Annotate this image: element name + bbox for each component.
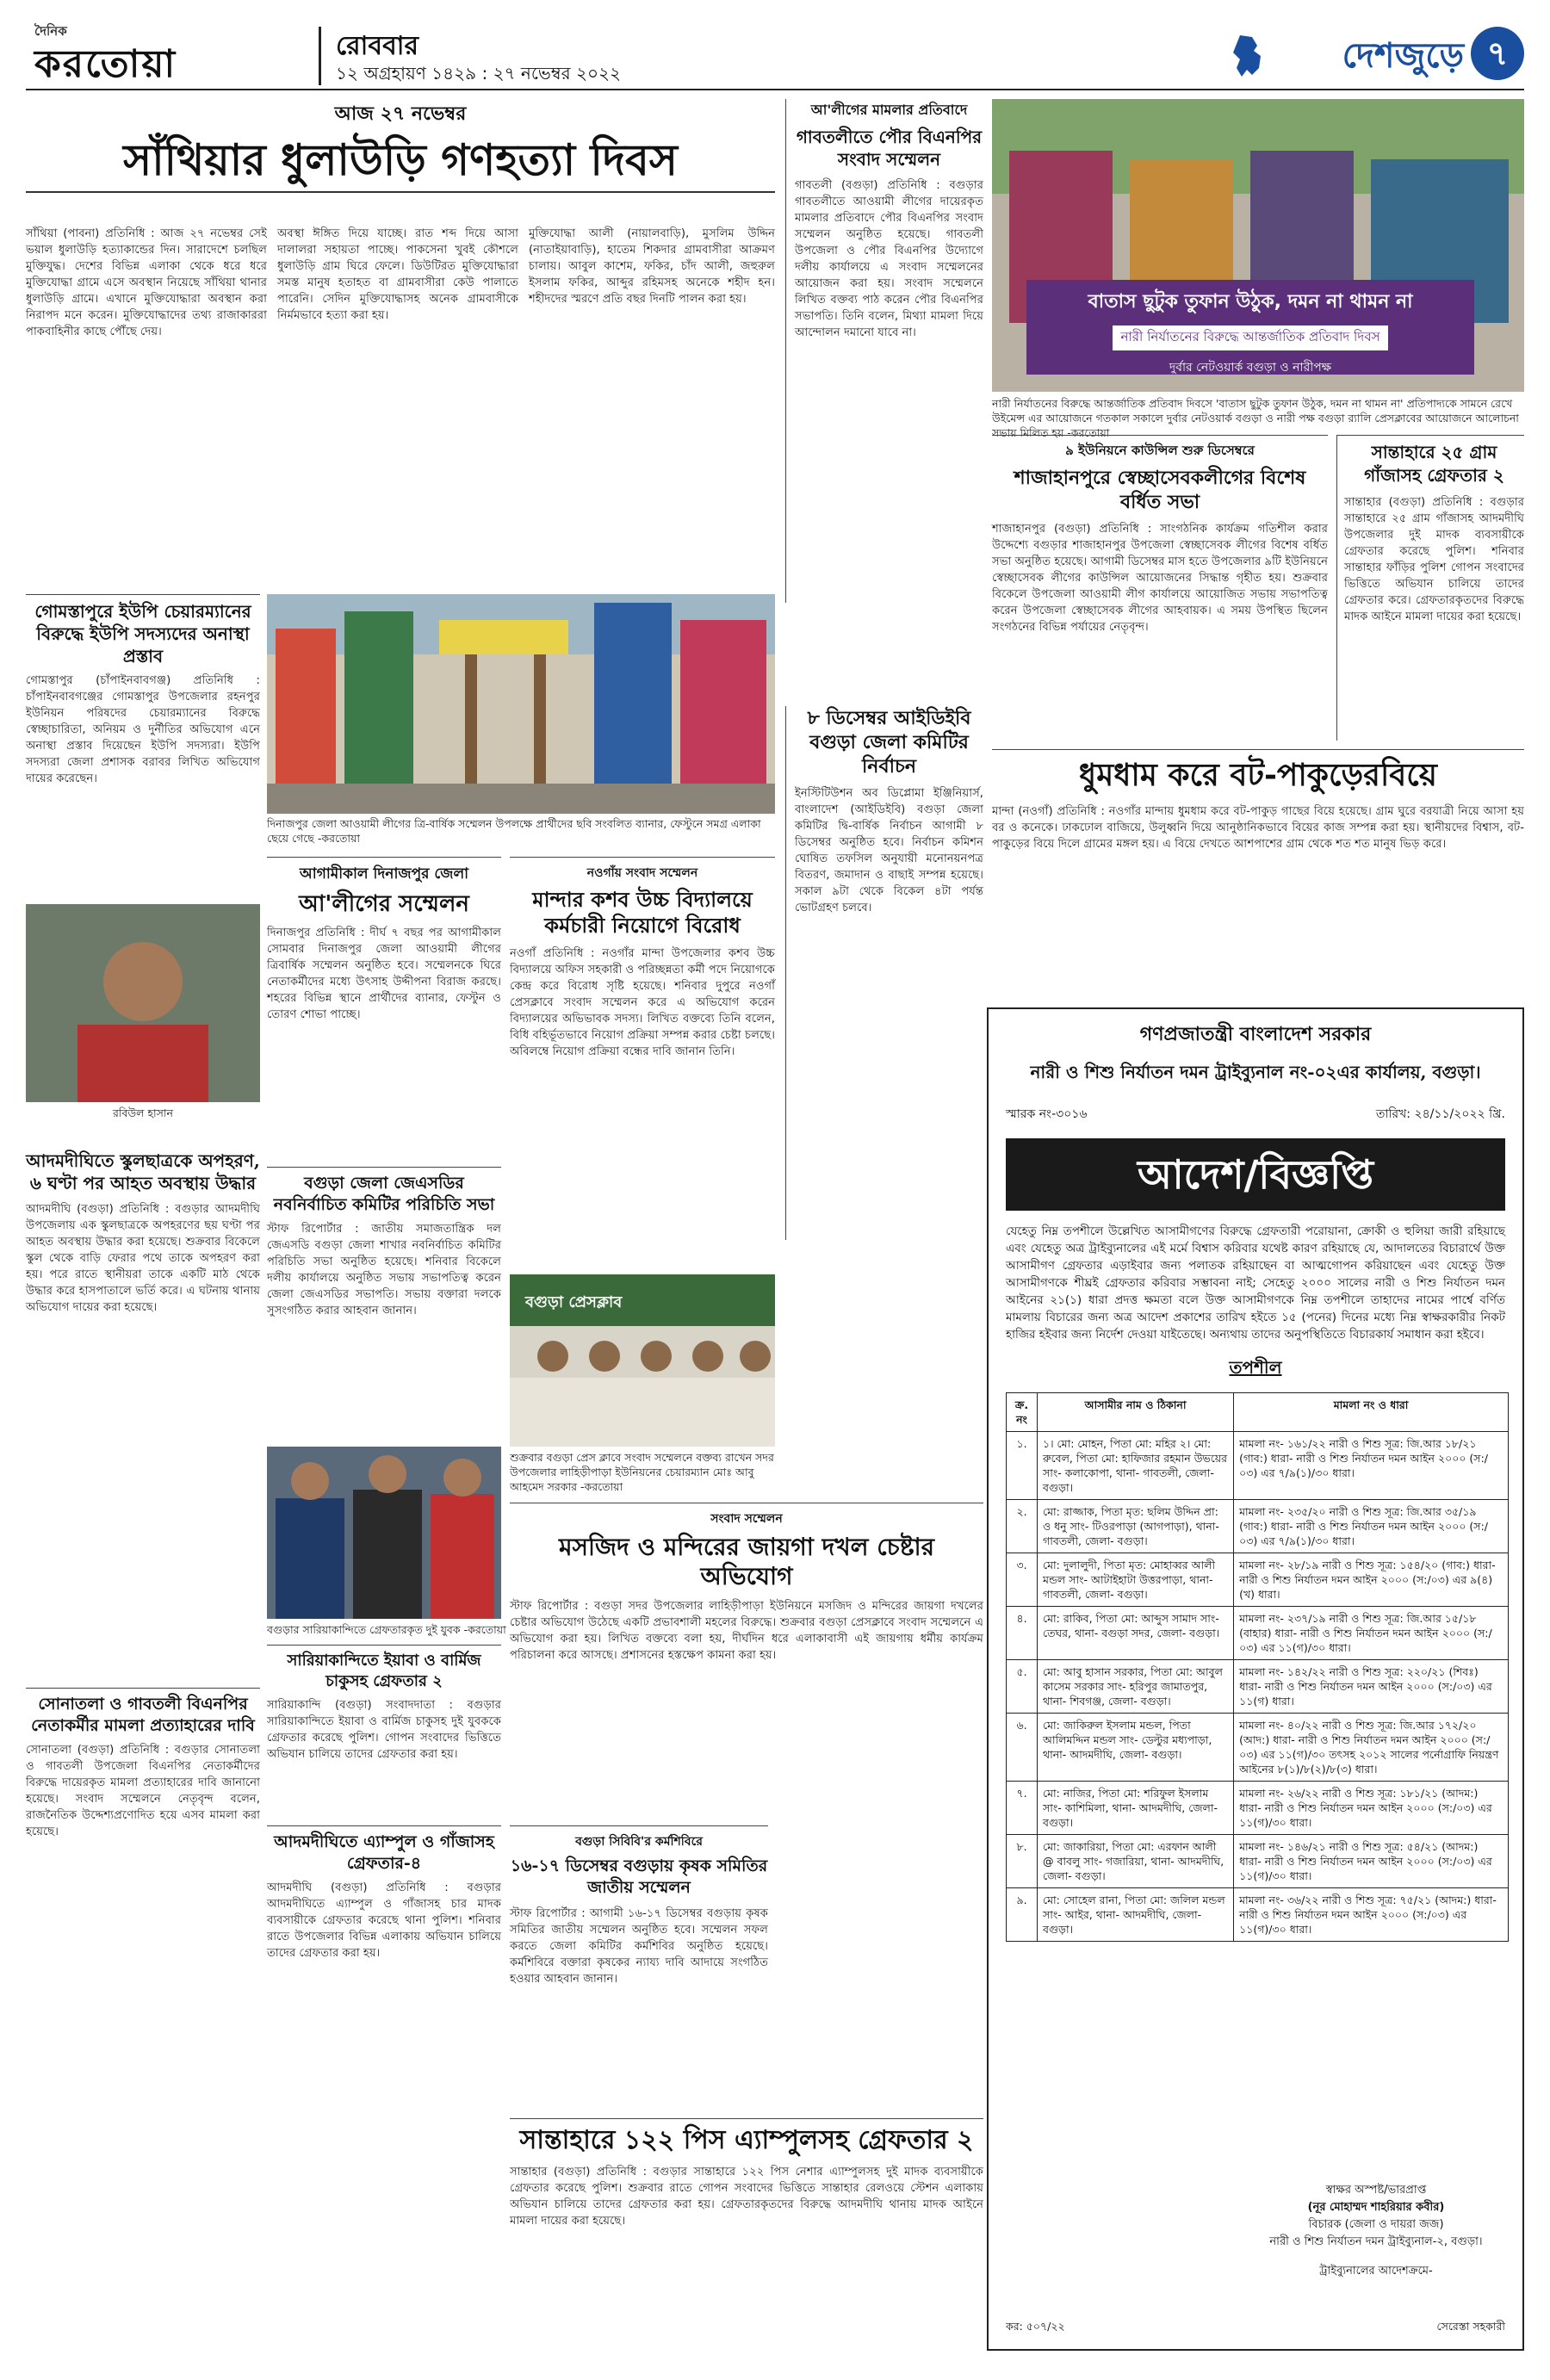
press-club-banner-label: বগুড়া প্রেসক্লাব xyxy=(525,1293,623,1311)
sariakandi-photo-caption: বগুড়ার সারিয়াকান্দিতে গ্রেফতারকৃত দুই যুবক -করতোয়া xyxy=(267,1623,506,1636)
krishak-body: স্টাফ রিপোর্টার : আগামী ১৬-১৭ ডিসেম্বর বগুড়ায় কৃষক সমিতির জাতীয় সম্মেলন অনুষ্ঠিত হবে। সম্মেলন সফল করতে জেলা কমিটির কর্মশিবির অনুষ্ঠিত হয়েছে। কর্মশিবিরে বক্তারা কৃষকের ন্যায্য দাবি আদায়ে সংগঠিত হওয়ার আহবান জানান। xyxy=(510,1907,768,1986)
santahar-ampoule-headline: সান্তাহারে ১২২ পিস এ্যাম্পুলসহ গ্রেফতার ২ xyxy=(519,2125,974,2155)
logo-big-text: করতোয়া xyxy=(34,42,177,86)
youth-photo-caption: রবিউল হাসান xyxy=(113,1106,173,1119)
gabtali-kicker: আ'লীগের মামলার প্রতিবাদে xyxy=(810,102,968,118)
schedule-cell-sl: ৩. xyxy=(1007,1553,1038,1607)
arrested-men-photo xyxy=(267,1447,501,1619)
schedule-cell-name: মো: আবু হাসান সরকার, পিতা মো: আবুল কাসেম সরকার সাং- হরিপুর জামাতপুর, থানা- শিবগঞ্জ, জেলা- বগুড়া। xyxy=(1038,1660,1234,1714)
sonatala-body: সোনাতলা (বগুড়া) প্রতিনিধি : বগুড়ার সোনাতলা ও গাবতলী উপজেলা বিএনপির নেতাকর্মীদের বিরুদ্ধে দায়েরকৃত মামলা প্রত্যাহারের দাবি জানানো হয়েছে। সংবাদ সম্মেলনে নেতৃবৃন্দ বলেন, রাজনৈতিক উদ্দেশ্যপ্রণোদিত হয়ে এসব মামলা করা হয়েছে। xyxy=(26,1744,260,1838)
schedule-row xyxy=(1007,1835,1509,1888)
gabtali-body: গাবতলী (বগুড়া) প্রতিনিধি : বগুড়ার গাবতলীতে আওয়ামী লীগের দায়েরকৃত মামলার প্রতিবাদে পৌর বিএনপির সংবাদ সম্মেলন অনুষ্ঠিত হয়েছে। গাবতলী উপজেলা ও পৌর বিএনপির উদ্যোগে দলীয় কার্যালয়ে এ সংবাদ সম্মেলনের আয়োজন করা হয়। সংবাদ সম্মেলনে লিখিত বক্তব্য পাঠ করেন পৌর বিএনপির সভাপতি। তিনি বলেন, মিথ্যা মামলা দিয়ে আন্দোলন দমানো যাবে না। xyxy=(795,179,983,339)
notice-title: আদেশ/বিজ্ঞপ্তি xyxy=(1006,1138,1505,1211)
gomostapur-body: গোমস্তাপুর (চাঁপাইনবাবগঞ্জ) প্রতিনিধি : চাঁপাইনবাবগঞ্জের গোমস্তাপুর উপজেলার রহনপুর ইউনিয়ন পরিষদের চেয়ারম্যানের বিরুদ্ধে স্বেচ্ছাচারিতা, অনিয়ম ও দুর্নীতির অভিযোগ এনে অনাস্থা প্রস্তাব দিয়েছেন ইউপি সদস্যরা। ইউপি সদস্যরা জেলা প্রশাসক বরাবর লিখিত অভিযোগ দায়ের করেছেন। xyxy=(26,674,260,785)
schedule-cell-sl: ২. xyxy=(1007,1500,1038,1553)
masthead xyxy=(26,22,1524,90)
schedule-cell-name: মো: জাকিরুল ইসলাম মন্ডল, পিতা আলিমদ্দিন মন্ডল সাং- ডেল্টুর মধ্যপাড়া, থানা- আদমদীঘি, জেলা- বগুড়া। xyxy=(1038,1714,1234,1782)
judge-office: নারী ও শিশু নির্যাতন দমন ট্রাইব্যুনাল-২, বগুড়া। xyxy=(1269,2235,1483,2248)
schedule-cell-name: মো: জাকারিয়া, পিতা মো: এরফান আলী @ বাবলু সাং- গজারিয়া, থানা- আদমদীঘি, জেলা- বগুড়া। xyxy=(1038,1835,1234,1888)
krishak-headline: ১৬-১৭ ডিসেম্বর বগুড়ায় কৃষক সমিতির জাতীয় সম্মেলন xyxy=(510,1856,768,1897)
shahjahanpur-kicker: ৯ ইউনিয়নে কাউন্সিল শুরু ডিসেম্বরে xyxy=(1065,443,1255,458)
schedule-cell-case: মামলা নং- ১৪২/২২ নারী ও শিশু সূত্র: ২২০/২১ (শিবঃ) ধারা- নারী ও শিশু নির্যাতন দমন আইন ২০০০ (স:/০৩) এর ১১(গ) ধারা। xyxy=(1234,1660,1509,1714)
krishak-samiti-article xyxy=(510,1825,768,2110)
santahar-ganja-body: সান্তাহার (বগুড়া) প্রতিনিধি : বগুড়ার সান্তাহারে ২৫ গ্রাম গাঁজাসহ আদমদীঘি উপজেলার দুই মাদক ব্যবসায়ীকে গ্রেফতার করেছে পুলিশ। শনিবার সান্তাহার ফাঁড়ির পুলিশ গোপন সংবাদের ভিত্তিতে অভিযান চালিয়ে তাদের গ্রেফতার করে। গ্রেফতারকৃতদের বিরুদ্ধে মাদক আইনে মামলা দায়ের করা হয়েছে। xyxy=(1344,496,1524,623)
mosque-kicker: সংবাদ সম্মেলন xyxy=(710,1512,783,1526)
schedule-row xyxy=(1007,1888,1509,1942)
notice-office: নারী ও শিশু নির্যাতন দমন ট্রাইব্যুনাল নং-০২এর কার্যালয়, বগুড়া। xyxy=(1030,1062,1481,1082)
schedule-cell-name: ১। মো: মোহন, পিতা মো: মহির ২। মো: রুবেল, পিতা মো: হাফিজার রহমান উভয়ের সাং- কলাকোপা, থানা- গাবতলী, জেলা- বগুড়া। xyxy=(1038,1432,1234,1500)
gabtali-headline: গাবতলীতে পৌর বিএনপির সংবাদ সম্মেলন xyxy=(796,127,983,170)
youth-headline: আদমদীঘিতে স্কুলছাত্রকে অপহরণ, ৬ ঘণ্টা পর আহত অবস্থায় উদ্ধার xyxy=(26,1150,260,1193)
clerk-title: সেরেস্তা সহকারী xyxy=(1436,2320,1505,2333)
schedule-row xyxy=(1007,1782,1509,1835)
sariakandi-article xyxy=(267,1645,501,1817)
notice-body: যেহেতু নিম্ন তপশীলে উল্লেখিত আসামীগণের বিরুদ্ধে গ্রেফতারী পরোয়ানা, ক্রোকী ও হুলিয়া জারী রহিয়াছে এবং যেহেতু অত্র ট্রাইব্যুনালের এই মর্মে বিশ্বাস করিবার যথেষ্ট কারণ রহিয়াছে যে, আদালতের বিচারার্থে উক্ত আসামীগণ গ্রেফতার এড়াইবার জন্য পলাতক রহিয়াছেন বা আত্মগোপন করিয়াছেন এবং যেহেতু উক্ত আসামীগণকে শীঘ্রই গ্রেফতার করিবার সম্ভাবনা নাই; সেহেতু ২০০০ সালের নারী ও শিশু নির্যাতন দমন আইনের ২১(১) ধারা প্রদত্ত ক্ষমতা বলে উক্ত আসামীগণকে নিম্ন তপশীলে তাহাদের নামের পার্শ্বে বর্ণিত মামলায় বিচারের জন্য অত্র আদেশ প্রকাশের তারিখ হইতে ১৫ (পনের) দিনের মধ্যে নিম্ন স্বাক্ষরকারীর নিকট হাজির হইবার জন্য নির্দেশ দেওয়া যাইতেছে। অন্যথায় তাদের অনুপস্থিতিতে বিচারকার্য সমাধান করা হইবে। xyxy=(1006,1224,1505,1342)
issue-day: রোববার xyxy=(336,31,418,61)
schedule-cell-sl: ৪. xyxy=(1007,1607,1038,1660)
schedule-cell-sl: ৬. xyxy=(1007,1714,1038,1782)
schedule-row xyxy=(1007,1714,1509,1782)
schedule-cell-case: মামলা নং- ২৩৭/১৯ নারী ও শিশু সূত্র: জি.আর ১৫/১৮ (বাহার) ধারা- নারী ও শিশু নির্যাতন দমন আইন ২০০০ (স:/০৩) এর ১১(গ)/৩০ ধারা। xyxy=(1234,1607,1509,1660)
dinajpur-photo-caption: দিনাজপুর জেলা আওয়ামী লীগের ত্রি-বার্ষিক সম্মেলন উপলক্ষে প্রার্থীদের ছবি সংবলিত ব্যানার, ফেস্টুনে সমগ্র এলাকা ছেয়ে গেছে -করতোয়া xyxy=(267,817,761,845)
schedule-cell-case: মামলা নং- ১৪৬/২১ নারী ও শিশু সূত্র: ৫৪/২১ (আদম:) ধারা- নারী ও শিশু নির্যাতন দমন আইন ২০০০ (স:/০৩) এর ১১(গ)/৩০ ধারা। xyxy=(1234,1835,1509,1888)
dinajpur-conference-article xyxy=(267,857,501,1158)
gomostapur-article xyxy=(26,594,260,896)
naogaon-body: নওগাঁ প্রতিনিধি : নওগাঁর মান্দা উপজেলার কশব উচ্চ বিদ্যালয়ে অফিস সহকারী ও পরিচ্ছন্নতা কর্মী পদে নিয়োগকে কেন্দ্র করে বিরোধ সৃষ্টি হয়েছে। শনিবার দুপুরে নওগাঁ প্রেসক্লাবে সংবাদ সম্মেলন করে এ অভিযোগ করেন বিদ্যালয়ের অভিভাবক সদস্য। লিখিত বক্তব্যে তিনি বলেন, বিধি বহির্ভূতভাবে নিয়োগ প্রক্রিয়া সম্পন্ন করার চেষ্টা চলছে। অবিলম্বে নিয়োগ প্রক্রিয়া বন্ধের দাবি জানান তিনি। xyxy=(510,947,775,1058)
schedule-cell-case: মামলা নং- ৪০/২২ নারী ও শিশু সূত্র: জি.আর ১৭২/২০ (আদ:) ধারা- নারী ও শিশু নির্যাতন দমন আইন ২০০০ (স:/০৩) এর ১১(গ)/৩০ তৎসহ ২০১২ সালের পর্নোগ্রাফি নিয়ন্ত্রণ আইনের ৮(১)/৮(২)/৮(৩) ধারা। xyxy=(1234,1714,1509,1782)
idb-headline: ৮ ডিসেম্বর আইডিইবি বগুড়া জেলা কমিটির নির্বাচন xyxy=(807,707,971,778)
youth-body: আদমদীঘি (বগুড়া) প্রতিনিধি : বগুড়ার আদমদীঘি উপজেলায় এক স্কুলছাত্রকে অপহরণের ছয় ঘণ্টা পর আহত অবস্থায় উদ্ধার করা হয়েছে। শুক্রবার বিকেলে স্কুল থেকে বাড়ি ফেরার পথে তাকে অপহরণ করা হয়। পরে রাতে স্থানীয়রা তাকে একটি মাঠ থেকে উদ্ধার করে হাসপাতালে ভর্তি করে। এ ঘটনায় থানায় অভিযোগ দায়ের করা হয়েছে। xyxy=(26,1203,260,1314)
court-notice xyxy=(987,1007,1524,2351)
judge-signature-block xyxy=(1247,2182,1505,2280)
notice-reference-row xyxy=(989,1088,1522,1125)
schedule-row xyxy=(1007,1660,1509,1714)
gabtali-bnp-article xyxy=(785,99,983,603)
order-line: ট্রাইব্যুনালের আদেশক্রমে- xyxy=(1319,2265,1433,2278)
judge-title: বিচারক (জেলা ও দায়রা জজ) xyxy=(1308,2218,1444,2231)
schedule-cell-name: মো: নাজির, পিতা মো: শরিফুল ইসলাম সাং- কাশিমিলা, থানা- আদমদীঘি, জেলা- বগুড়া। xyxy=(1038,1782,1234,1835)
column-header: মামলা নং ও ধারা xyxy=(1234,1393,1509,1432)
schedule-cell-name: মো: রাকিব, পিতা মো: আব্দুস সামাদ সাং- তেঘর, থানা- বগুড়া সদর, জেলা- বগুড়া। xyxy=(1038,1607,1234,1660)
mosque-body: স্টাফ রিপোর্টার : বগুড়া সদর উপজেলার লাহিড়ীপাড়া ইউনিয়নে মসজিদ ও মন্দিরের জায়গা দখলের চেষ্টার অভিযোগ উঠেছে একটি প্রভাবশালী মহলের বিরুদ্ধে। শুক্রবার বগুড়া প্রেসক্লাবে সংবাদ সম্মেলনে এ অভিযোগ করা হয়। লিখিত বক্তব্যে বলা হয়, দীর্ঘদিন ধরে এলাকাবাসী এই জায়গায় ধর্মীয় কার্যক্রম পরিচালনা করে আসছে। প্রশাসনের হস্তক্ষেপ কামনা করা হয়। xyxy=(510,1600,983,1662)
jasod-body: স্টাফ রিপোর্টার : জাতীয় সমাজতান্ত্রিক দল জেএসডি বগুড়া জেলা শাখার নবনির্বাচিত কমিটির পরিচিতি সভা অনুষ্ঠিত হয়েছে। শনিবার বিকেলে দলীয় কার্যালয়ে অনুষ্ঠিত সভায় সভাপতিত্ব করেন জেলা জেএসডির সভাপতি। সভায় বক্তারা দলকে সুসংগঠিত করার আহবান জানান। xyxy=(267,1223,501,1317)
rally-photo-caption: নারী নির্যাতনের বিরুদ্ধে আন্তর্জাতিক প্রতিবাদ দিবসে 'বাতাস ছুটুক তুফান উঠুক, দমন না থামন না' প্রতিপাদ্যকে সামনে রেখে উইমেন্স এর আয়োজনে গতকাল সকালে দুর্বার নেটওয়ার্ক বগুড়া ও নারী পক্ষ বগুড়া র‌্যালি প্রেসক্লাবের আয়োজনে আলোচনা সভায় মিলিত হয় -করতোয়া xyxy=(992,397,1519,439)
lead-headline: সাঁথিয়ার ধুলাউড়ি গণহত্যা দিবস xyxy=(26,134,775,193)
sariakandi-body: সারিয়াকান্দি (বগুড়া) সংবাদদাতা : বগুড়ার সারিয়াকান্দিতে ইয়াবা ও বার্মিজ চাকুসহ দুই যুবককে গ্রেফতার করেছে পুলিশ। গোপন সংবাদের ভিত্তিতে অভিযান চালিয়ে তাদের গ্রেফতার করা হয়। xyxy=(267,1699,501,1761)
adamdighi-drug-headline: আদমদীঘিতে এ্যাম্পুল ও গাঁজাসহ গ্রেফতার-৪ xyxy=(274,1832,494,1873)
idb-body: ইনস্টিটিউশন অব ডিপ্লোমা ইঞ্জিনিয়ার্স, বাংলাদেশ (আইডিইবি) বগুড়া জেলা কমিটির দ্বি-বার্ষিক নির্বাচন আগামী ৮ ডিসেম্বর অনুষ্ঠিত হবে। নির্বাচন কমিশন ঘোষিত তফসিল অনুযায়ী মনোনয়নপত্র বিতরণ, জমাদান ও বাছাই সম্পন্ন হয়েছে। সকাল ৯টা থেকে বিকেল ৪টা পর্যন্ত ভোটগ্রহণ চলবে। xyxy=(795,787,983,914)
dinajpur-body: দিনাজপুর প্রতিনিধি : দীর্ঘ ৭ বছর পর আগামীকাল সোমবার দিনাজপুর জেলা আওয়ামী লীগের ত্রিবার্ষিক সম্মেলন অনুষ্ঠিত হবে। সম্মেলনকে ঘিরে নেতাকর্মীদের মধ্যে উৎসাহ উদ্দীপনা বিরাজ করছে। শহরের বিভিন্ন স্থানে প্রার্থীদের ব্যানার, ফেস্টুন ও তোরণ শোভা পাচ্ছে। xyxy=(267,927,501,1021)
press-conference-photo xyxy=(510,1274,775,1447)
rally-banner xyxy=(1033,287,1467,378)
dinajpur-headline: আ'লীগের সম্মেলন xyxy=(299,891,469,917)
krishak-kicker: বগুড়া সিবিবি'র কর্মশিবিরে xyxy=(575,1835,703,1849)
sonatala-article xyxy=(26,1688,260,2170)
santahar-ampoule-body: সান্তাহার (বগুড়া) প্রতিনিধি : বগুড়ার সান্তাহারে ১২২ পিস নেশার এ্যাম্পুলসহ দুই মাদক ব্যবসায়ীকে গ্রেফতার করেছে পুলিশ। শুক্রবার রাতে গোপন সংবাদের ভিত্তিতে সান্তাহার রেলওয়ে স্টেশন এলাকায় অভিযান চালিয়ে তাদের গ্রেফতার করা হয়। গ্রেফতারকৃতদের বিরুদ্ধে আদমদীঘি থানায় মাদক আইনে মামলা দায়ের করা হয়েছে। xyxy=(510,2166,983,2228)
schedule-header-row xyxy=(1007,1393,1509,1432)
schedule-cell-sl: ১. xyxy=(1007,1432,1038,1500)
shahjahanpur-article xyxy=(992,435,1328,741)
notice-government: গণপ্রজাতন্ত্রী বাংলাদেশ সরকার xyxy=(1139,1023,1372,1045)
section-title: দেশজুড়ে xyxy=(1342,35,1464,76)
wedding-headline: ধুমধাম করে বট-পাকুড়েরবিয়ে xyxy=(1079,757,1437,793)
schedule-cell-case: মামলা নং- ২৮/১৯ নারী ও শিশু সূত্র: ১৫৪/২০ (গাব:) ধারা- নারী ও শিশু নির্যাতন দমন আইন ২০০০ (স:/০৩) এর ৯(৪)(খ) ধারা। xyxy=(1234,1553,1509,1607)
lead-kicker: আজ ২৭ নভেম্বর xyxy=(334,102,467,125)
santahar-ampoule-article xyxy=(510,2118,983,2351)
lead-column-3: মুক্তিযোদ্ধা আলী (নায়ালবাড়ি), মুসলিম উদ্দিন (নাতাইয়াবাড়ি), হাতেম শিকদার গ্রামবাসীরা আক্রমণ চালায়। আবুল কাশেম, ফকির, চাঁদ আলী, জহুরুল ইসলাম ফকির, আব্দুর রহিমসহ অনেকে শহীদ হন। শহীদদের স্মরণে প্রতি বছর দিনটি পালন করা হয়। xyxy=(529,227,775,306)
jasod-headline: বগুড়া জেলা জেএসডির নবনির্বাচিত কমিটির পরিচিতি সভা xyxy=(273,1174,495,1214)
schedule-row xyxy=(1007,1500,1509,1553)
shahjahanpur-body: শাজাহানপুর (বগুড়া) প্রতিনিধি : সাংগঠনিক কার্যক্রম গতিশীল করার উদ্দেশ্যে বগুড়ার শাজাহানপুর উপজেলা স্বেচ্ছাসেবক লীগের বিশেষ বর্ধিত সভা অনুষ্ঠিত হয়েছে। আগামী ডিসেম্বর মাস হতে উপজেলার ৯টি ইউনিয়নে স্বেচ্ছাসেবক লীগের কাউন্সিল আয়োজনের সিদ্ধান্ত গৃহীত হয়। শুক্রবার বিকেলে উপজেলা আওয়ামী লীগ কার্যালয়ে আয়োজিত সভায় সভাপতিত্ব করেন উপজেলা স্বেচ্ছাসেবক লীগের আহবায়ক। এ সময় উপস্থিত ছিলেন সংগঠনের বিভিন্ন পর্যায়ের নেতৃবৃন্দ। xyxy=(992,523,1328,634)
youth-article xyxy=(26,1150,260,1683)
rally-banner-line-2: নারী নির্যাতনের বিরুদ্ধে আন্তর্জাতিক প্রতিবাদ দিবস xyxy=(1113,325,1389,350)
schedule-cell-sl: ৯. xyxy=(1007,1888,1038,1942)
judge-name: (নূর মোহাম্মদ শাহরিয়ার কবীর) xyxy=(1307,2201,1445,2214)
press-photo-caption: শুক্রবার বগুড়া প্রেস ক্লাবে সংবাদ সম্মেলনে বক্তব্য রাখেন সদর উপজেলার লাহিড়ীপাড়া ইউনিয়নের চেয়ারম্যান মোঃ আবু আহমেদ সরকার -করতোয়া xyxy=(510,1451,774,1493)
accused-schedule-table xyxy=(1006,1392,1509,1942)
schedule-cell-sl: ৭. xyxy=(1007,1782,1038,1835)
lead-column-1: সাঁথিয়া (পাবনা) প্রতিনিধি : আজ ২৭ নভেম্বর সেই ভয়াল ধুলাউড়ি হত্যাকান্ডের দিন। সারাদেশে চলছিল মুক্তিযুদ্ধ। দেশের বিভিন্ন এলাকা থেকে ধরে ধরে মুক্তিযোদ্ধা গ্রামে এসে অবস্থান নিয়েছে সাঁথিয়া থানার ধুলাউড়ি গ্রামে। এখানে মুক্তিযোদ্ধারা অবস্থান করা নিরাপদ মনে করেন। মুক্তিযোদ্ধাদের তথ্য রাজাকাররা পাকবাহিনীর কাছে পৌঁছে দেয়। xyxy=(26,227,267,338)
schedule-cell-name: মো: দুলালুদী, পিতা মৃত: মোহাব্বর আলী মন্ডল সাং- আটাইহাটা উত্তরপাড়া, থানা- গাবতলী, জেলা- বগুড়া। xyxy=(1038,1553,1234,1607)
lead-headline-block xyxy=(26,99,775,220)
logo-small-text: দৈনিক xyxy=(34,23,67,39)
issue-date: ১২ অগ্রহায়ণ ১৪২৯ : ২৭ নভেম্বর ২০২২ xyxy=(336,63,621,84)
signature-label: স্বাক্ষর অস্পষ্ট/ভারপ্রাপ্ত xyxy=(1325,2184,1427,2197)
lead-column-2: অবস্থা ঈঙ্গিত দিয়ে যাচ্ছে। রাত শব্দ দিয়ে আসা দালালরা সহায়তা পাচ্ছে। পাকসেনা খুবই কৌশলে ধুলাউড়ি গ্রাম ঘিরে ফেলে। ডিউটিরত মুক্তিযোদ্ধারা সমস্ত মানুষ হতাহত বা গ্রামবাসীরা কেউ পালাতে পারেনি। সেদিন মুক্তিযোদ্ধাসহ অনেক গ্রামবাসীকে নির্মমভাবে হত্যা করা হয়। xyxy=(277,227,518,322)
schedule-cell-case: মামলা নং- ৩৬/২২ নারী ও শিশু সূত্র: ৭৫/২১ (আদম:) ধারা- নারী ও শিশু নির্যাতন দমন আইন ২০০০ (স:/০৩) এর ১১(গ)/৩০ ধারা। xyxy=(1234,1888,1509,1942)
notice-schedule-title: তপশীল xyxy=(1229,1357,1282,1378)
sonatala-headline: সোনাতলা ও গাবতলী বিএনপির নেতাকর্মীর মামলা প্রত্যাহারের দাবি xyxy=(31,1695,255,1735)
schedule-cell-name: মো: সোহেল রানা, পিতা মো: জলিল মন্ডল সাং- আইর, থানা- আদমদীঘি, জেলা- বগুড়া। xyxy=(1038,1888,1234,1942)
page-number: ৭ xyxy=(1471,27,1524,80)
adamdighi-drug-body: আদমদীঘি (বগুড়া) প্রতিনিধি : বগুড়ার আদমদীঘিতে এ্যাম্পুল ও গাঁজাসহ চার মাদক ব্যবসায়ীকে গ্রেফতার করেছে থানা পুলিশ। শনিবার রাতে উপজেলার বিভিন্ন এলাকায় অভিযান চালিয়ে তাদের গ্রেফতার করা হয়। xyxy=(267,1881,501,1960)
schedule-cell-case: মামলা নং- ২৬/২২ নারী ও শিশু সূত্র: ১৮১/২১ (আদম:) ধারা- নারী ও শিশু নির্যাতন দমন আইন ২০০০ (স:/০৩) এর ১১(গ)/৩০ ধারা। xyxy=(1234,1782,1509,1835)
column-header: ক্র. নং xyxy=(1007,1393,1038,1432)
schedule-row xyxy=(1007,1607,1509,1660)
mosque-article xyxy=(510,1503,983,1813)
wedding-body: মান্দা (নওগাঁ) প্রতিনিধি : নওগাঁর মান্দায় ধুমধাম করে বট-পাকুড় গাছের বিয়ে হয়েছে। গ্রাম ঘুরে বরযাত্রী নিয়ে আসা হয় বর ও কনেকে। ঢাকঢোল বাজিয়ে, উলুধ্বনি দিয়ে আনুষ্ঠানিকভাবে বিয়ের কাজ সম্পন্ন করা হয়। স্থানীয়দের বিশ্বাস, বট-পাকুড়ের বিয়ে দিলে গ্রামের মঙ্গল হয়। এ বিয়ে দেখতে আশপাশের গ্রাম থেকে শত শত মানুষ ভিড় করে। xyxy=(992,805,1524,851)
schedule-cell-name: মো: রাজ্জাক, পিতা মৃত: ছলিম উদ্দিন প্রা: ও ধনু সাং- টিওরপাড়া (আগপাড়া), থানা- গাবতলী, জেলা- বগুড়া। xyxy=(1038,1500,1234,1553)
adamdighi-drug-article xyxy=(267,1825,501,2110)
rally-banner-line-3: দুর্বার নেটওয়ার্ক বগুড়া ও নারীপক্ষ xyxy=(1169,361,1332,375)
newspaper-logo xyxy=(34,22,293,89)
youth-photo xyxy=(26,904,260,1145)
santahar-ganja-article xyxy=(1336,435,1524,741)
wedding-article xyxy=(992,749,1524,999)
notice-date: তারিখ: ২৪/১১/২০২২ খ্রি. xyxy=(1375,1107,1505,1121)
mosque-headline: মসজিদ ও মন্দিরের জায়গা দখল চেষ্টার অভিযোগ xyxy=(558,1533,935,1590)
notice-memo-no: স্মারক নং-৩০১৬ xyxy=(1006,1107,1088,1121)
naogaon-article xyxy=(510,857,775,1270)
santahar-ganja-headline: সান্তাহারে ২৫ গ্রাম গাঁজাসহ গ্রেফতার ২ xyxy=(1364,442,1504,486)
schedule-row xyxy=(1007,1432,1509,1500)
naogaon-headline: মান্দার কশব উচ্চ বিদ্যালয়ে কর্মচারী নিয়োগে বিরোধ xyxy=(532,887,753,938)
notice-code: কর: ৫০৭/২২ xyxy=(1006,2320,1065,2333)
gomostapur-headline: গোমস্তাপুরে ইউপি চেয়ারম্যানের বিরুদ্ধে ইউপি সদস্যদের অনাস্থা প্রস্তাব xyxy=(34,601,251,666)
rally-banner-line-1: বাতাস ছুটুক তুফান উঠুক, দমন না থামন না xyxy=(1088,291,1413,313)
bangladesh-map-icon xyxy=(1228,34,1266,78)
schedule-row xyxy=(1007,1553,1509,1607)
sariakandi-headline: সারিয়াকান্দিতে ইয়াবা ও বার্মিজ চাকুসহ গ্রেফতার ২ xyxy=(287,1652,481,1690)
schedule-cell-case: মামলা নং- ১৬১/২২ নারী ও শিশু সূত্র: জি.আর ১৮/২১ (গাব:) ধারা- নারী ও শিশু নির্যাতন দমন আইন ২০০০ (স:/০৩) এর ৭/৯(১)/৩০ ধারা। xyxy=(1234,1432,1509,1500)
naogaon-kicker: নওগাঁয় সংবাদ সম্মেলন xyxy=(586,866,698,880)
jasod-article xyxy=(267,1167,501,1434)
dinajpur-banner-photo xyxy=(267,594,775,814)
masthead-divider xyxy=(319,27,321,85)
schedule-cell-sl: ৫. xyxy=(1007,1660,1038,1714)
schedule-cell-sl: ৮. xyxy=(1007,1835,1038,1888)
schedule-cell-case: মামলা নং- ২৩৫/২০ নারী ও শিশু সূত্র: জি.আর ৩৫/১৯ (গাব:) ধারা- নারী ও শিশু নির্যাতন দমন আইন ২০০০ (স:/০৩) এর ৭/৯(১)/৩০ ধারা। xyxy=(1234,1500,1509,1553)
rally-photo xyxy=(992,99,1524,392)
column-header: আসামীর নাম ও ঠিকানা xyxy=(1038,1393,1234,1432)
idb-article xyxy=(785,706,983,1240)
shahjahanpur-headline: শাজাহানপুরে স্বেচ্ছাসেবকলীগের বিশেষ বর্ধিত সভা xyxy=(1014,467,1306,513)
notice-footer xyxy=(1006,2320,1505,2337)
dinajpur-kicker: আগামীকাল দিনাজপুর জেলা xyxy=(299,865,469,883)
